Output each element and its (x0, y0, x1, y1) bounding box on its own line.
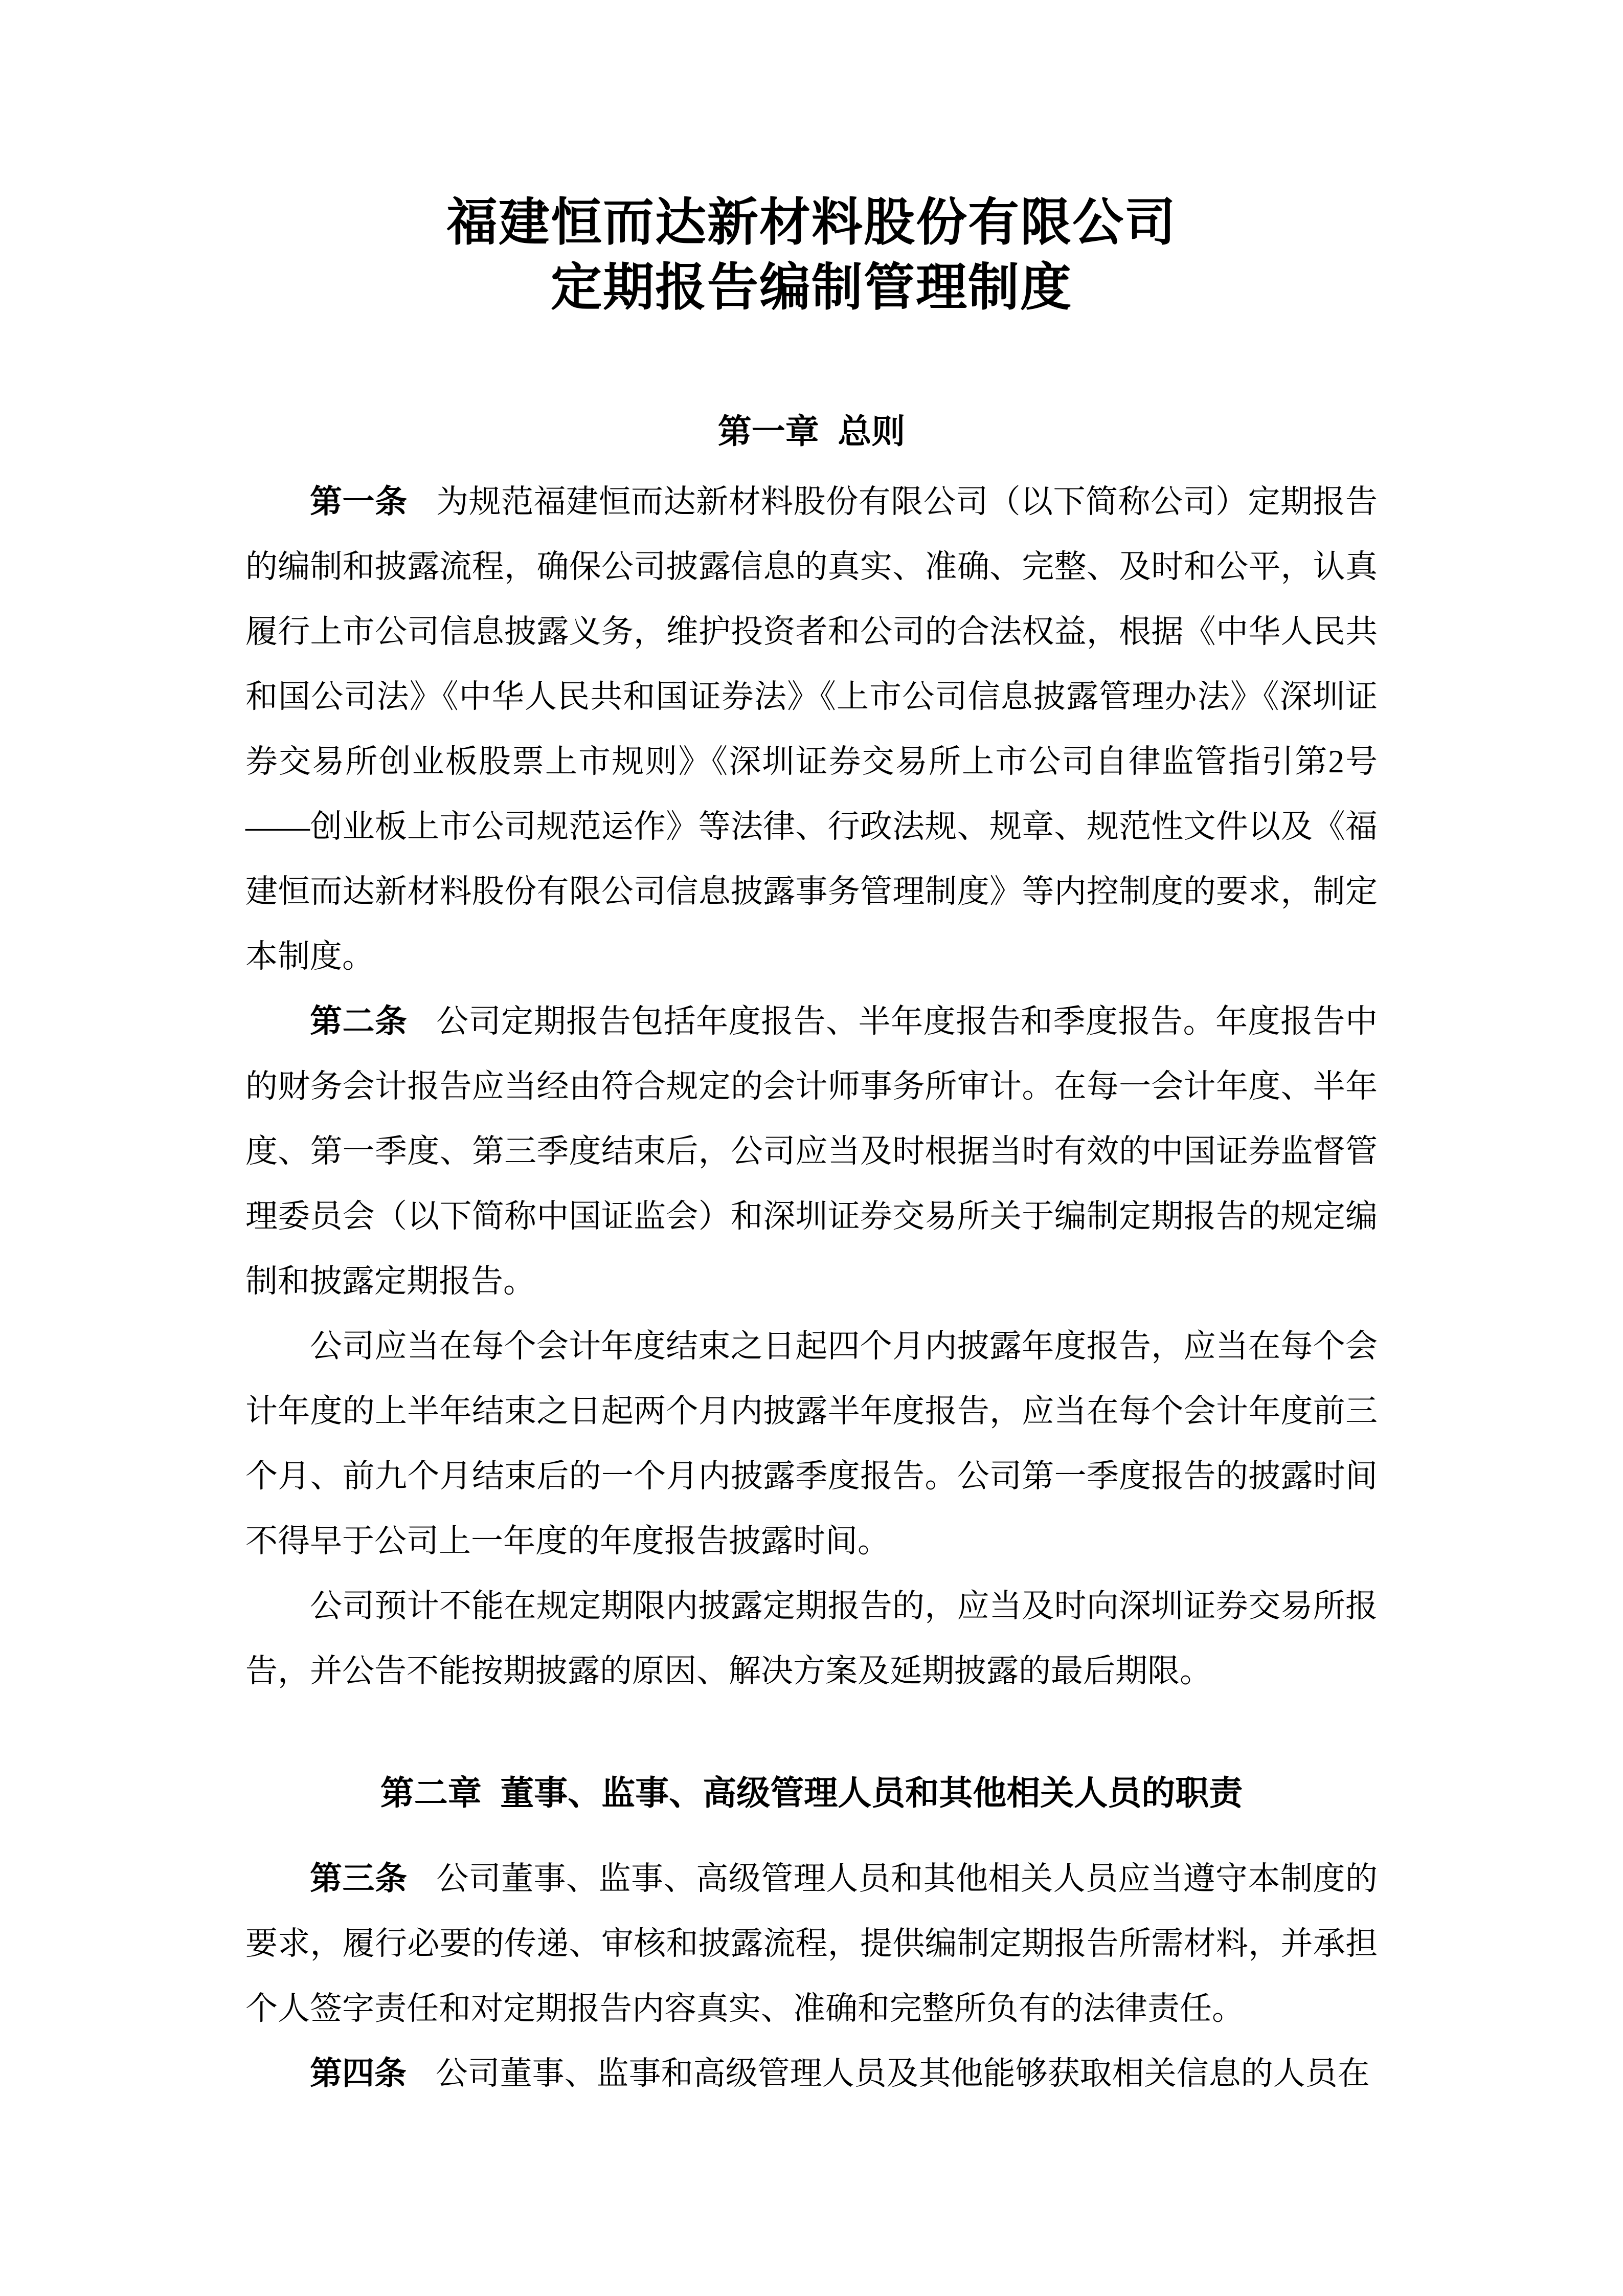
paragraph-article-4 (245, 2041, 1378, 2106)
clause-label-article-1: 第一条 (310, 484, 408, 520)
clause-label-article-3: 第三条 (310, 1861, 408, 1897)
paragraph-article-2-text: 公司定期报告包括年度报告、半年度报告和季度报告。年度报告中的财务会计报告应当经由符合规定的会计师事务所审计。在每一会计年度、半年度、第一季度、第三季度结束后，公司应当及时根据当时有效的中国证券监督管理委员会（以下简称中国证监会）和深圳证券交易所关于编制定期报告的规定编制和披露定期报告。 (245, 1004, 1378, 1299)
document-title-line-1: 福建恒而达新材料股份有限公司 (446, 194, 1177, 251)
paragraph-article-3-text: 公司董事、监事、高级管理人员和其他相关人员应当遵守本制度的要求，履行必要的传递、审核和披露流程，提供编制定期报告所需材料，并承担个人签字责任和对定期报告内容真实、准确和完整所负有的法律责任。 (245, 1861, 1378, 2026)
paragraph-article-3 (245, 1846, 1378, 2041)
document-title (245, 190, 1378, 320)
paragraph-article-4-text: 公司董事、监事和高级管理人员及其他能够获取相关信息的人员在 (435, 2056, 1370, 2091)
paragraph-article-2 (245, 989, 1378, 1314)
chapter-2-heading: 第二章 董事、监事、高级管理人员和其他相关人员的职责 (380, 1775, 1243, 1812)
clause-label-article-4: 第四条 (310, 2056, 407, 2091)
chapter-1-heading: 第一章 总则 (717, 413, 906, 451)
paragraph-article-1 (245, 470, 1378, 989)
paragraph-disclosure-deadlines: 公司应当在每个会计年度结束之日起四个月内披露年度报告，应当在每个会计年度的上半年结束之日起两个月内披露半年度报告，应当在每个会计年度前三个月、前九个月结束后的一个月内披露季度报告。公司第一季度报告的披露时间不得早于公司上一年度的年度报告披露时间。 (245, 1328, 1378, 1559)
document-title-line-2: 定期报告编制管理制度 (551, 259, 1072, 316)
document-content (245, 0, 1378, 2106)
paragraph-delayed-disclosure: 公司预计不能在规定期限内披露定期报告的，应当及时向深圳证券交易所报告，并公告不能按期披露的原因、解决方案及延期披露的最后期限。 (245, 1588, 1378, 1689)
paragraph-article-1-text: 为规范福建恒而达新材料股份有限公司（以下简称公司）定期报告的编制和披露流程，确保公司披露信息的真实、准确、完整、及时和公平，认真履行上市公司信息披露义务，维护投资者和公司的合法权益，根据《中华人民共和国公司法》《中华人民共和国证券法》《上市公司信息披露管理办法》《深圳证券交易所创业板股票上市规则》《深圳证券交易所上市公司自律监管指引第2号——创业板上市公司规范运作》等法律、行政法规、规章、规范性文件以及《福建恒而达新材料股份有限公司信息披露事务管理制度》等内控制度的要求，制定本制度。 (245, 484, 1378, 974)
clause-label-article-2: 第二条 (310, 1004, 408, 1039)
